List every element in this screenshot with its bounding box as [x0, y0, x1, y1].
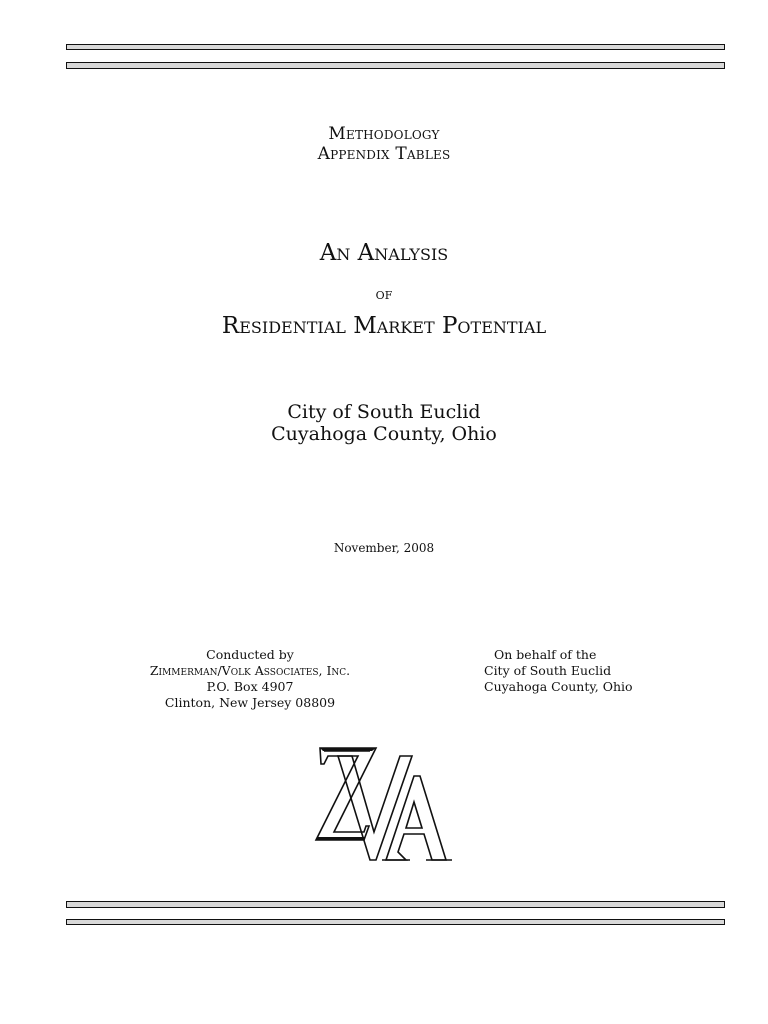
- city-name: City of South Euclid: [287, 401, 481, 423]
- subject-title: Residential Market Potential: [221, 313, 547, 339]
- report-date: November, 2008: [333, 541, 435, 555]
- client-line-2: Cuyahoga County, Ohio: [484, 679, 633, 694]
- conducted-by-intro: Conducted by: [206, 647, 294, 662]
- subtitle-line-1: Methodology: [328, 124, 440, 144]
- county-name: Cuyahoga County, Ohio: [271, 423, 497, 445]
- main-title: An Analysis: [319, 240, 449, 266]
- subtitle-line-2: Appendix Tables: [317, 144, 451, 164]
- bottom-rule-2: [66, 919, 725, 925]
- top-rule-2: [66, 62, 725, 69]
- on-behalf-of-block: [484, 647, 684, 695]
- location-block: [0, 401, 768, 445]
- firm-name: Zimmerman/Volk Associates, Inc.: [149, 663, 351, 678]
- conducted-by-block: [100, 647, 400, 711]
- title-of: of: [375, 285, 393, 303]
- firm-address-1: P.O. Box 4907: [206, 679, 294, 694]
- firm-address-2: Clinton, New Jersey 08809: [164, 695, 336, 710]
- document-subtitle: [0, 124, 768, 164]
- top-rule-1: [66, 44, 725, 50]
- bottom-rule-1: [66, 901, 725, 908]
- zva-monogram-logo: [314, 740, 454, 866]
- behalf-intro: On behalf of the: [494, 647, 597, 662]
- client-line-1: City of South Euclid: [484, 663, 612, 678]
